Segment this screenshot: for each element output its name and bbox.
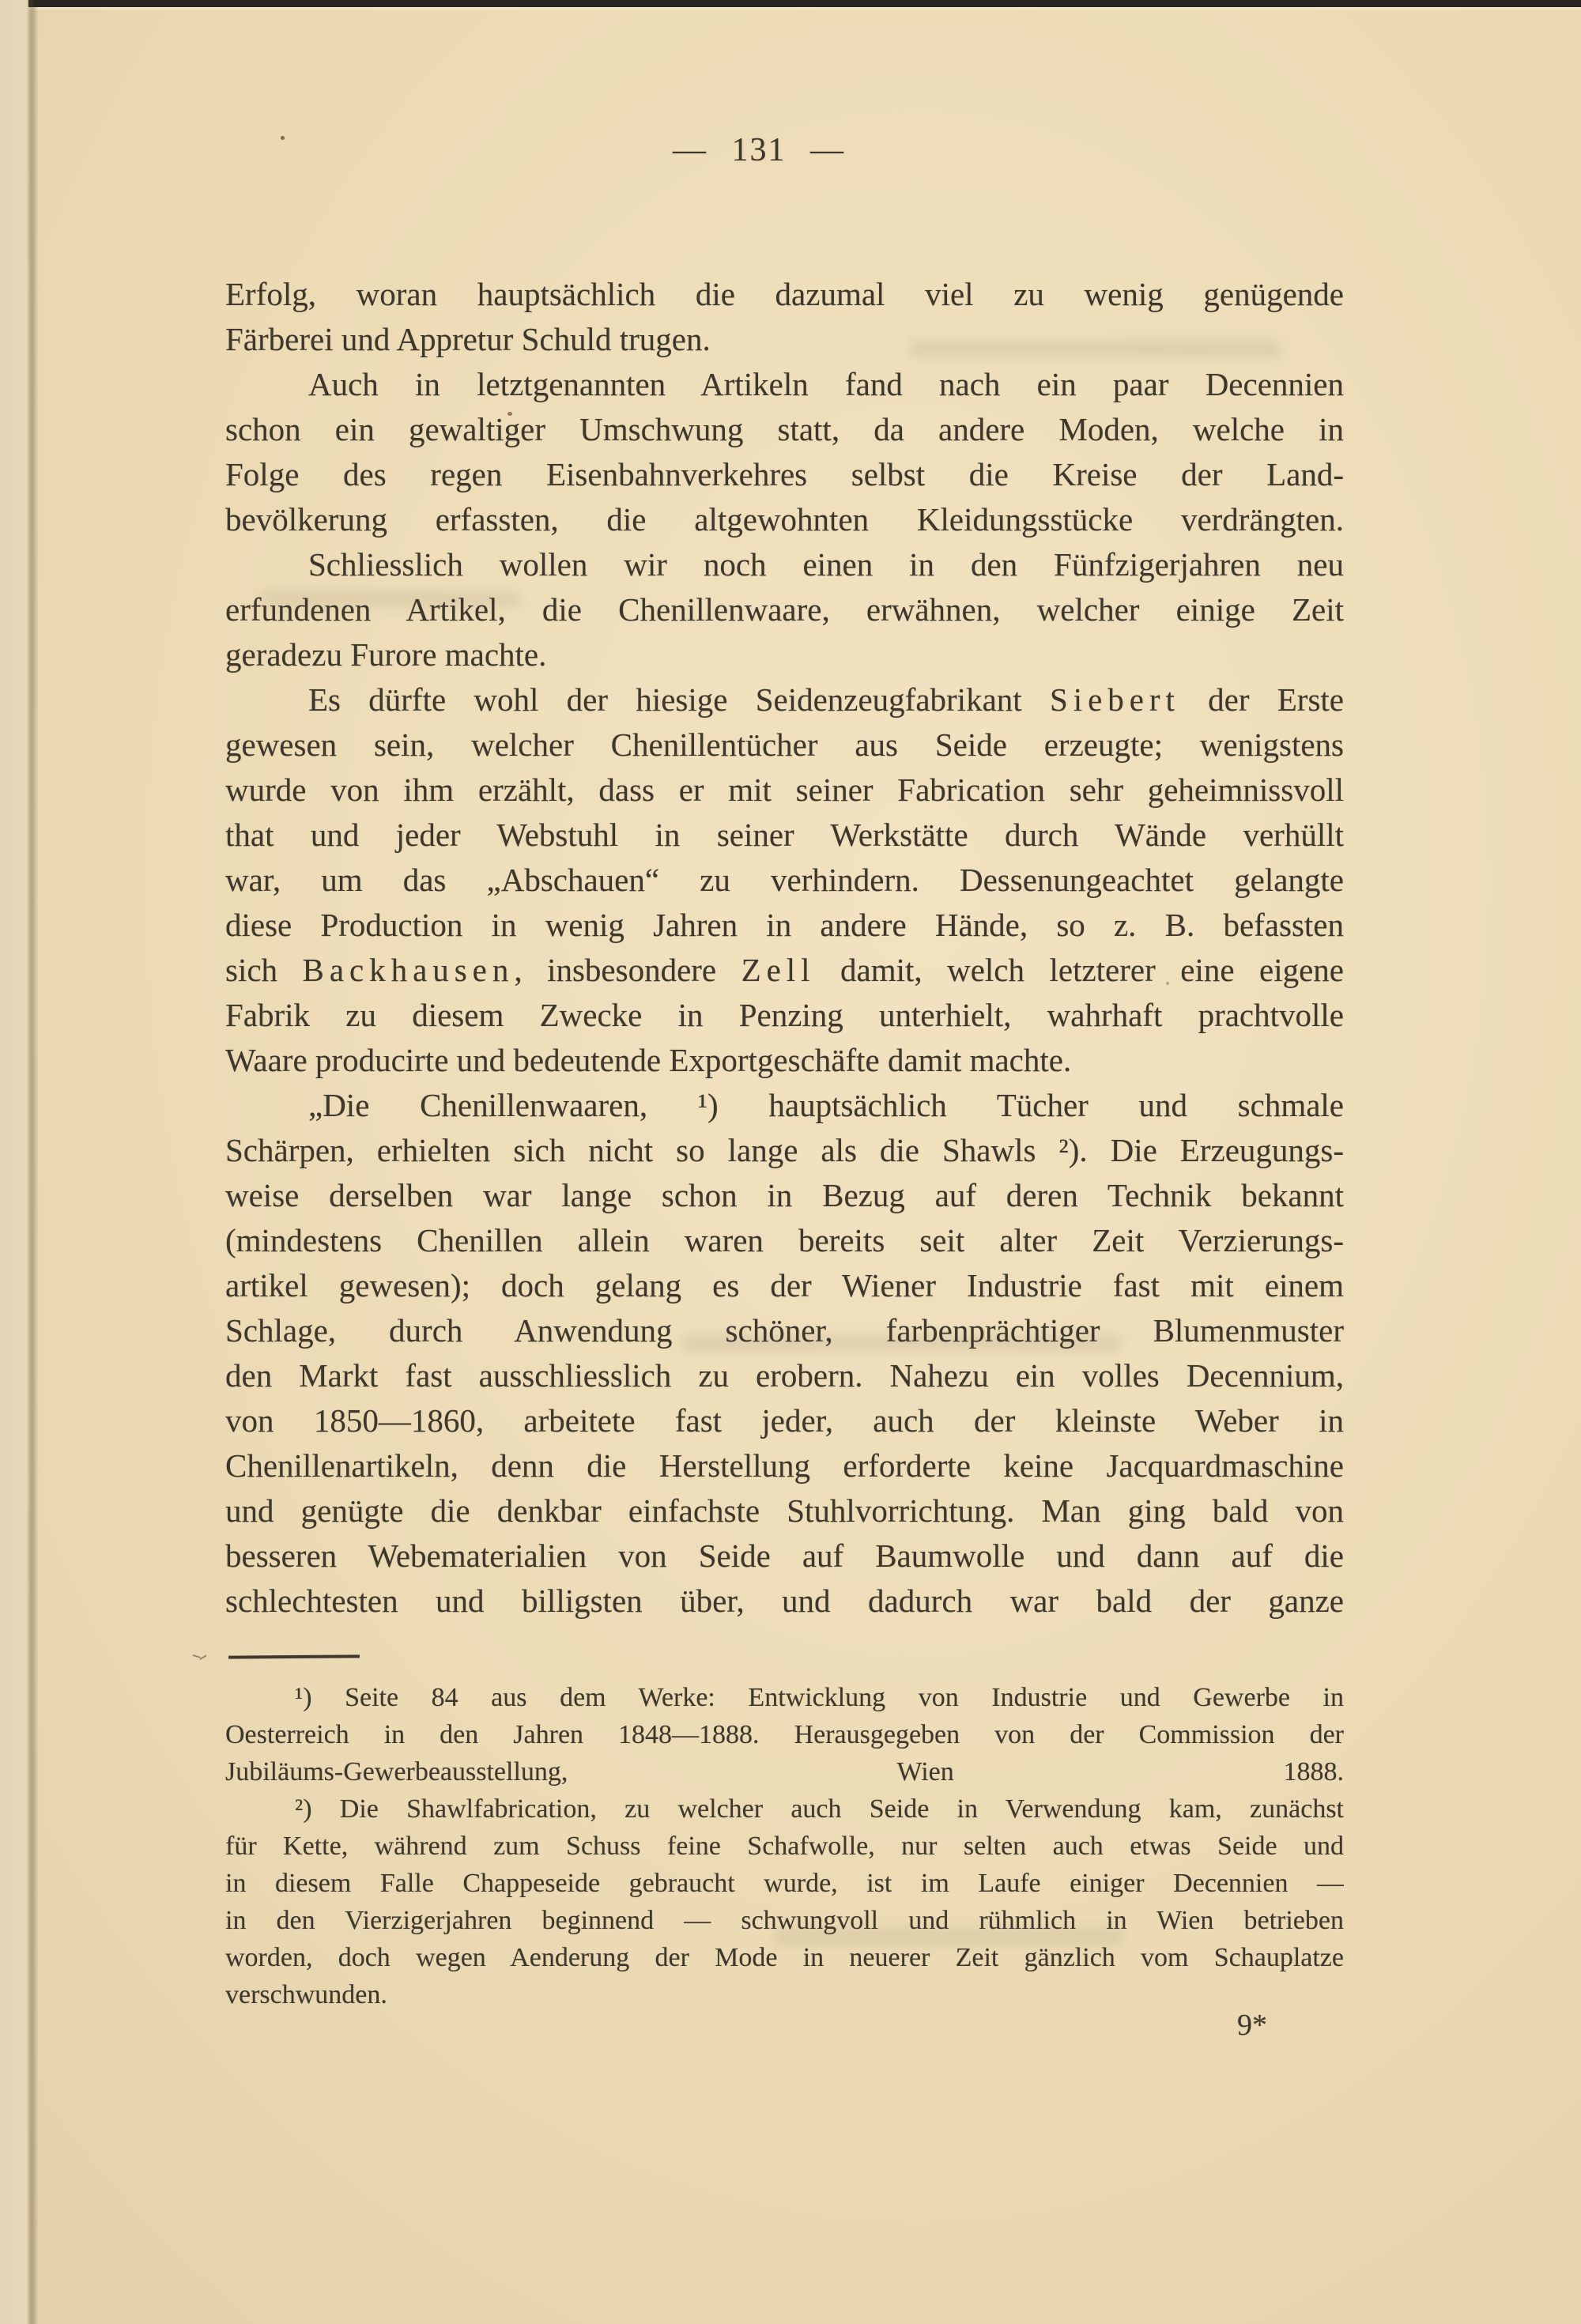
- text-line: war, um das „Abschauen“ zu verhindern. Dessenungeachtet gelangte: [225, 862, 1344, 898]
- text-line: in diesem Falle Chappeseide gebraucht wurde, ist im Laufe einiger Decennien —: [225, 1869, 1344, 1898]
- scan-edge-highlight: [0, 7, 1581, 9]
- text-line: Erfolg, woran hauptsächlich die dazumal viel zu wenig genügende: [225, 276, 1344, 312]
- text-line: in den Vierzigerjahren beginnend — schwungvoll und rühmlich in Wien betrieben: [225, 1906, 1344, 1935]
- paragraph: [225, 362, 1344, 542]
- paragraph: [225, 1790, 1344, 2013]
- page-number: — 131 —: [673, 132, 845, 168]
- text-line: gewesen sein, welcher Chenillentücher aus Seide erzeugte; wenigstens: [225, 726, 1344, 763]
- text-line: wurde von ihm erzählt, dass er mit seiner Fabrication sehr geheimnissvoll: [225, 772, 1344, 808]
- text-line: artikel gewesen); doch gelang es der Wiener Industrie fast mit einem: [225, 1267, 1344, 1303]
- text-line: that und jeder Webstuhl in seiner Werkstätte durch Wände verhüllt: [225, 817, 1344, 853]
- text-line: Chenillenartikeln, denn die Herstellung erforderte keine Jacquardmaschine: [225, 1447, 1344, 1484]
- margin-pen-mark: [192, 1651, 211, 1665]
- text-line: Schliesslich wollen wir noch einen in den Fünfzigerjahren neu: [308, 546, 1344, 583]
- text-line: Jubiläums-Gewerbeausstellung, Wien 1888.: [225, 1757, 1344, 1786]
- signature-mark: 9*: [1237, 2009, 1267, 2042]
- text-line: Es dürfte wohl der hiesige Seidenzeugfabrikant Siebert der Erste: [308, 681, 1344, 718]
- text-line: für Kette, während zum Schuss feine Schafwolle, nur selten auch etwas Seide und: [225, 1832, 1344, 1861]
- text-line: Schärpen, erhielten sich nicht so lange als die Shawls ²). Die Erzeugungs-: [225, 1132, 1344, 1168]
- paragraph: [225, 542, 1344, 677]
- text-line: geradezu Furore machte.: [225, 636, 547, 673]
- text-line: den Markt fast ausschliesslich zu erobern. Nahezu ein volles Decennium,: [225, 1357, 1344, 1394]
- text-line: sich Backhausen, insbesondere Zell damit, welch letzterer eine eigene: [225, 952, 1344, 988]
- letterspaced-name: Siebert: [1049, 681, 1180, 718]
- footnotes: [225, 1679, 1344, 2013]
- text-line: Folge des regen Eisenbahnverkehres selbst die Kreise der Land-: [225, 456, 1344, 492]
- adjacent-page-strip: [0, 0, 28, 2324]
- paragraph: [225, 1083, 1344, 1624]
- text-line: besseren Webematerialien von Seide auf Baumwolle und dann auf die: [225, 1537, 1344, 1574]
- text-line: Auch in letztgenannten Artikeln fand nach ein paar Decennien: [308, 366, 1344, 402]
- text-line: „Die Chenillenwaaren, ¹) hauptsächlich Tücher und schmale: [308, 1087, 1344, 1123]
- text-line: diese Production in wenig Jahren in andere Hände, so z. B. befassten: [225, 907, 1344, 943]
- text-line: schon ein gewaltiger Umschwung statt, da andere Moden, welche in: [225, 411, 1344, 447]
- body-text: [225, 272, 1344, 1624]
- paragraph: [225, 1679, 1344, 1790]
- text-line: schlechtesten und billigsten über, und dadurch war bald der ganze: [225, 1583, 1344, 1619]
- text-line: Fabrik zu diesem Zwecke in Penzing unterhielt, wahrhaft prachtvolle: [225, 997, 1344, 1033]
- scan-edge-top: [0, 0, 1581, 7]
- text-line: Färberei und Appretur Schuld trugen.: [225, 321, 711, 357]
- paragraph: [225, 677, 1344, 1083]
- text-line: erfundenen Artikel, die Chenillenwaare, erwähnen, welcher einige Zeit: [225, 591, 1344, 628]
- text-line: von 1850—1860, arbeitete fast jeder, auch der kleinste Weber in: [225, 1402, 1344, 1439]
- text-line: (mindestens Chenillen allein waren bereits seit alter Zeit Verzierungs-: [225, 1222, 1344, 1258]
- text-line: bevölkerung erfassten, die altgewohnten Kleidungsstücke verdrängten.: [225, 501, 1344, 538]
- text-line: ²) Die Shawlfabrication, zu welcher auch Seide in Verwendung kam, zunächst: [295, 1794, 1344, 1824]
- text-line: verschwunden.: [225, 1980, 387, 2009]
- text-line: Oesterreich in den Jahren 1848—1888. Herausgegeben von der Commission der: [225, 1720, 1344, 1749]
- text-line: und genügte die denkbar einfachste Stuhlvorrichtung. Man ging bald von: [225, 1492, 1344, 1529]
- text-line: weise derselben war lange schon in Bezug auf deren Technik bekannt: [225, 1177, 1344, 1213]
- footnote-separator: [228, 1654, 360, 1658]
- binding-fold-shadow: [26, 0, 39, 2324]
- paragraph: [225, 272, 1344, 362]
- letterspaced-name: Backhausen: [302, 952, 515, 988]
- text-line: Schlage, durch Anwendung schöner, farbenprächtiger Blumenmuster: [225, 1312, 1344, 1349]
- text-line: Waare producirte und bedeutende Exportgeschäfte damit machte.: [225, 1042, 1072, 1078]
- letterspaced-name: Zell: [741, 952, 816, 988]
- text-line: ¹) Seite 84 aus dem Werke: Entwicklung von Industrie und Gewerbe in: [295, 1683, 1344, 1712]
- text-line: worden, doch wegen Aenderung der Mode in neuerer Zeit gänzlich vom Schauplatze: [225, 1943, 1344, 1972]
